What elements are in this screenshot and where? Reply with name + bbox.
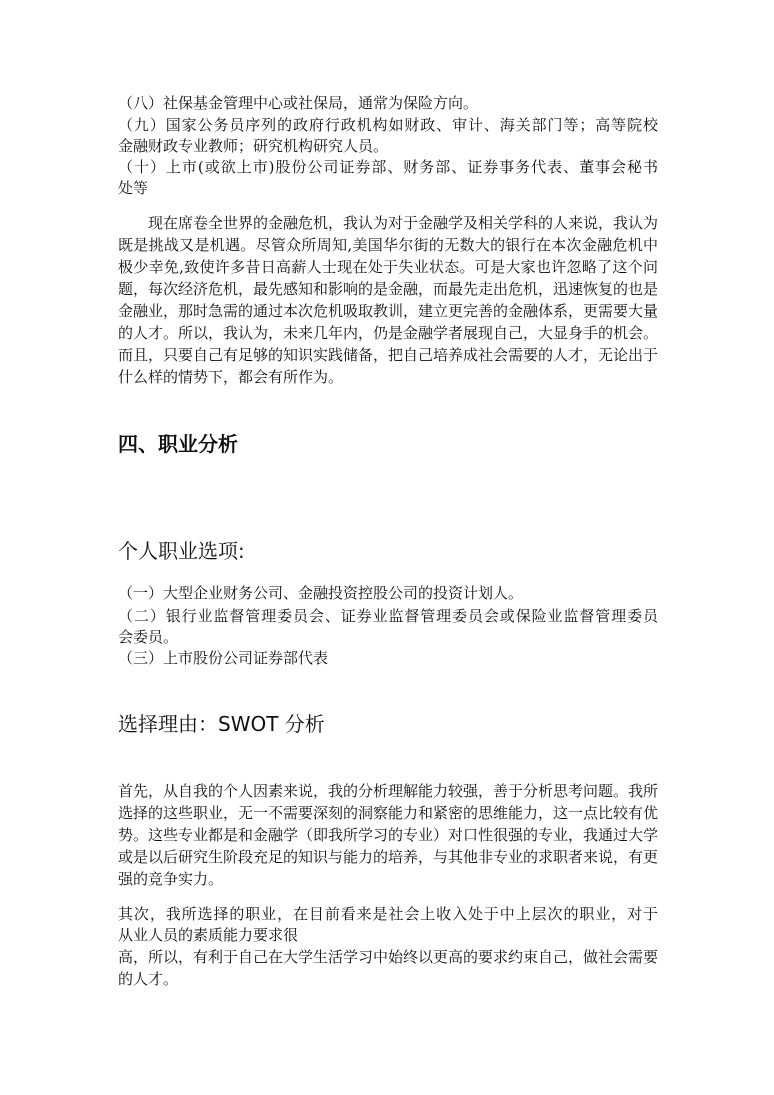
reason-paragraph-2-cont: 高，所以，有利于自己在大学生活学习中始终以更高的要求约束自己，做社会需要的人才。 <box>118 948 659 988</box>
options-title: 个人职业选项: <box>118 539 245 563</box>
option-item-3: （三）上市股份公司证券部代表 <box>118 649 329 667</box>
org-list-item-9: （九）国家公务员序列的政府行政机构如财政、审计、海关部门等；高等院校 <box>118 116 658 134</box>
org-list-item-8: （八）社保基金管理中心或社保局，通常为保险方向。 <box>118 94 479 112</box>
reason-paragraph-2-line-1: 其次，我所选择的职业，在目前看来是社会上收入处于中上层次的职业，对于 <box>118 905 658 923</box>
reason-paragraph-1: 首先，从自我的个人因素来说，我的分析理解能力较强，善于分析思考问题。我所选择的这些职业，无一不需要深刻的洞察能力和紧密的思维能力，这一点比较有优势。这些专业都是和金融学（即我所学习的专业）对口性很强的专业，我通过大学或是以后研究生阶段充足的知识与能力的培养，与其他非专业的求职者来说，有更强的竞争实力。 <box>118 782 659 888</box>
option-item-1: （一）大型企业财务公司、金融投资控股公司的投资计划人。 <box>118 584 524 602</box>
crisis-paragraph: 现在席卷全世界的金融危机，我认为对于金融学及相关学科的人来说，我认为既是挑战又是机遇。尽管众所周知,美国华尔街的无数大的银行在本次金融危机中极少幸免,致使许多昔日高薪人士现在处于失业状态。可是大家也许忽略了这个问题，每次经济危机，最先感知和影响的是金融，而最先走出危机，迅速恢复的也是金融业，那时急需的通过本次危机吸取教训，建立更完善的金融体系，更需要大量的人才。所以，我认为，未来几年内，仍是金融学者展现自己，大显身手的机会。而且，只要自己有足够的知识实践储备，把自己培养成社会需要的人才，无论出于什么样的情势下，都会有所作为。 <box>118 214 659 386</box>
reason-paragraph-2-line-2: 从业人员的素质能力要求很 <box>118 926 299 944</box>
reason-title: 选择理由：SWOT 分析 <box>118 712 325 736</box>
org-list-item-9-cont: 金融财政专业教师；研究机构研究人员。 <box>118 137 389 155</box>
org-list-item-10: （十）上市(或欲上市)股份公司证券部、财务部、证券事务代表、董事会秘书 <box>118 158 658 176</box>
section-4-title: 四、职业分析 <box>118 432 238 456</box>
org-list-item-10-cont: 处等 <box>118 179 149 197</box>
option-item-2-cont: 会委员。 <box>118 628 179 646</box>
option-item-2: （二）银行业监督管理委员会、证券业监督管理委员会或保险业监督管理委员 <box>118 607 658 625</box>
